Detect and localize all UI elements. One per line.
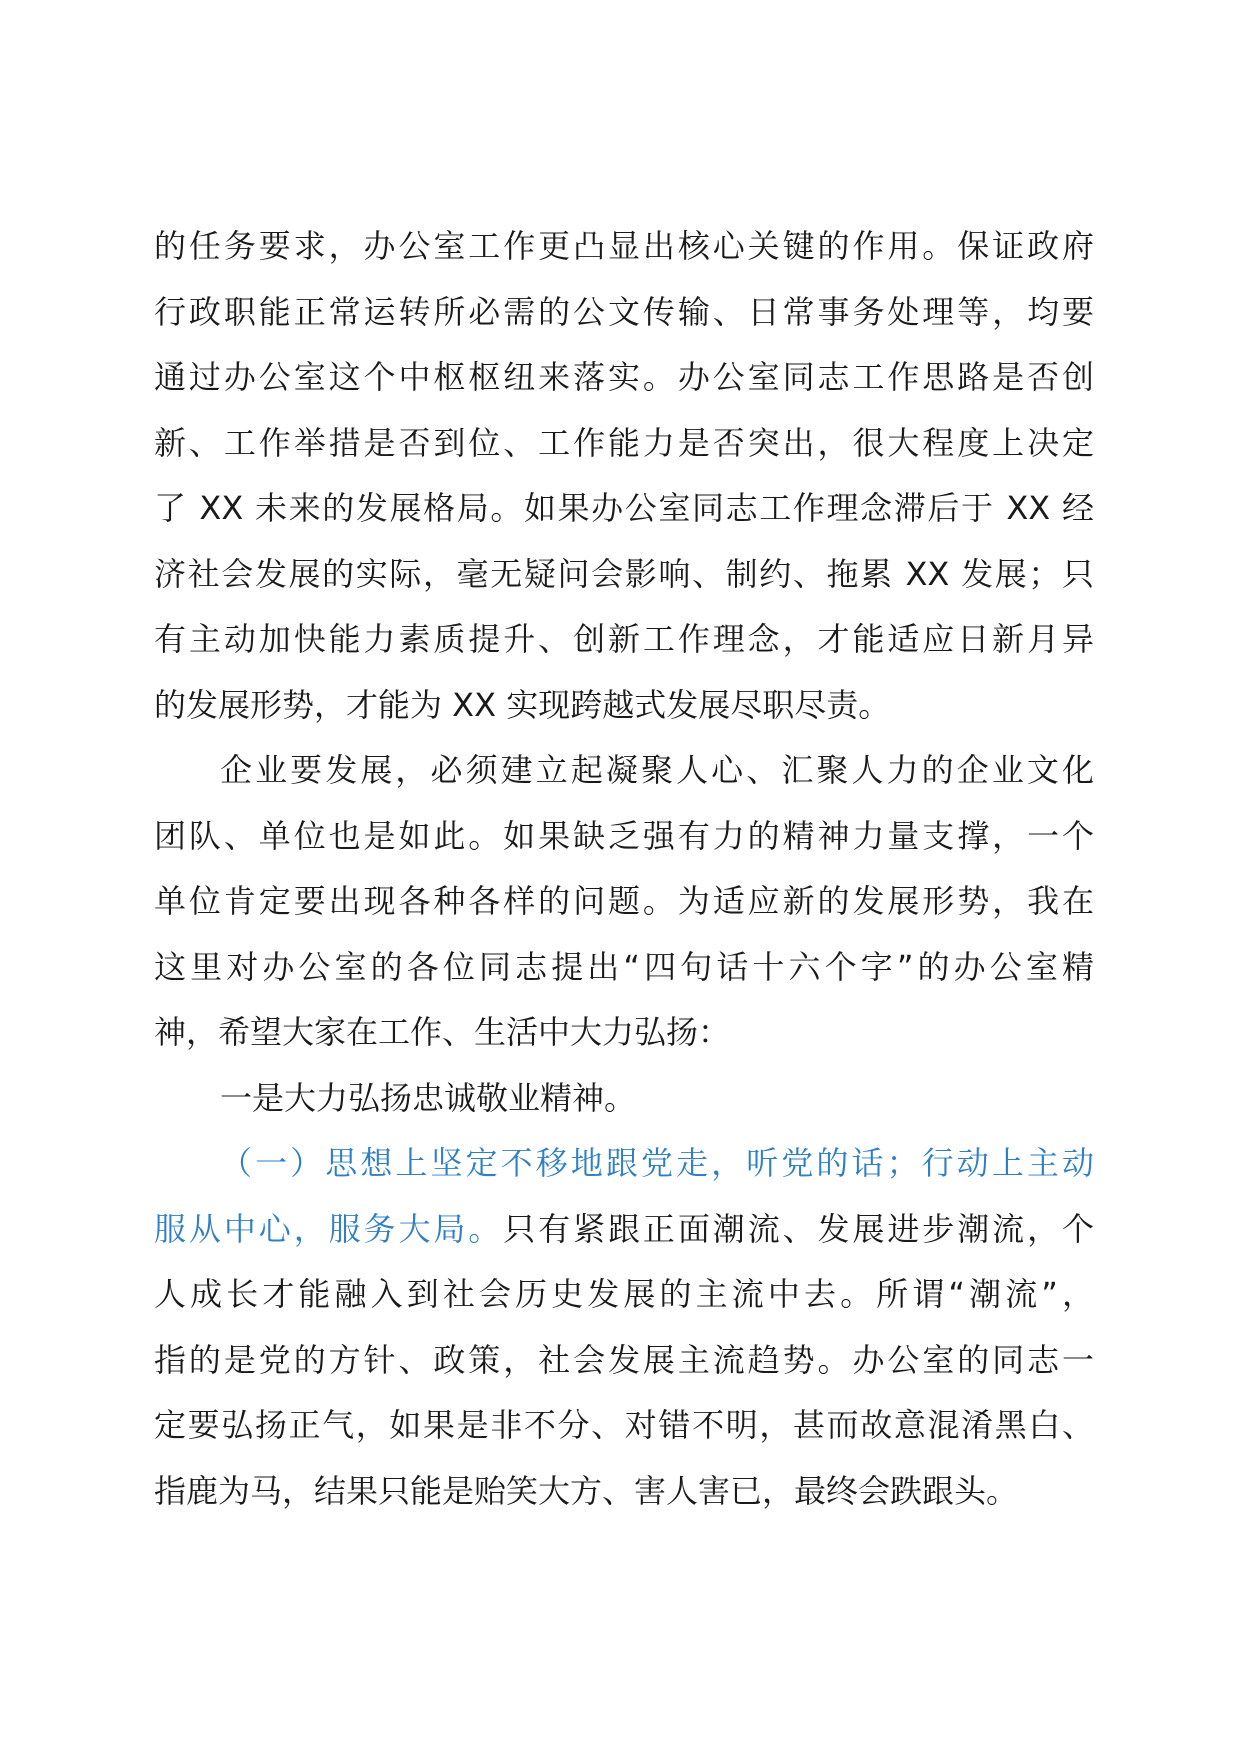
paragraph-line: 行政职能正常运转所必需的公文传输、日常事务处理等，均要	[154, 292, 1094, 331]
paragraph-line: 济社会发展的实际，毫无疑问会影响、制约、拖累 XX 发展；只	[154, 554, 1094, 593]
subheading-text: 服从中心，服务大局。	[154, 1209, 504, 1248]
paragraph-line	[154, 1197, 1094, 1263]
paragraph-line: 的任务要求，办公室工作更凸显出核心关键的作用。保证政府	[154, 227, 1094, 265]
document-body	[154, 214, 1094, 1524]
paragraph-line: 指鹿为马，结果只能是贻笑大方、害人害已，最终会跌跟头。	[154, 1471, 1019, 1510]
paragraph-line: 神，希望大家在工作、生活中大力弘扬：	[154, 1013, 731, 1051]
paragraph-line: 新、工作举措是否到位、工作能力是否突出，很大程度上决定	[154, 423, 1094, 462]
subheading-line: （一）思想上坚定不移地跟党走，听党的话；行动上主动	[220, 1144, 1094, 1182]
paragraph-line: 定要弘扬正气，如果是非不分、对错不明，甚而故意混淆黑白、	[154, 1406, 1094, 1444]
paragraph-line: 团队、单位也是如此。如果缺乏强有力的精神力量支撑，一个	[154, 816, 1094, 855]
paragraph-line: 单位肯定要出现各种各样的问题。为适应新的发展形势，我在	[154, 882, 1094, 920]
paragraph-line: 企业要发展，必须建立起凝聚人心、汇聚人力的企业文化	[220, 751, 1094, 789]
paragraph-line: 人成长才能融入到社会历史发展的主流中去。所谓“潮流”，	[154, 1275, 1094, 1313]
paragraph-text: 只有紧跟正面潮流、发展进步潮流，个	[503, 1209, 1094, 1248]
paragraph-line: 这里对办公室的各位同志提出“四句话十六个字”的办公室精	[154, 947, 1094, 986]
paragraph-line: 通过办公室这个中枢枢纽来落实。办公室同志工作思路是否创	[154, 358, 1094, 396]
paragraph-line: 的发展形势，才能为 XX 实现跨越式发展尽职尽责。	[154, 685, 891, 724]
paragraph-line: 有主动加快能力素质提升、创新工作理念，才能适应日新月异	[154, 620, 1094, 658]
paragraph-line: 指的是党的方针、政策，社会发展主流趋势。办公室的同志一	[154, 1340, 1094, 1379]
paragraph-line: 了 XX 未来的发展格局。如果办公室同志工作理念滞后于 XX 经	[154, 489, 1094, 527]
section-heading: 一是大力弘扬忠诚敬业精神。	[220, 1078, 637, 1117]
